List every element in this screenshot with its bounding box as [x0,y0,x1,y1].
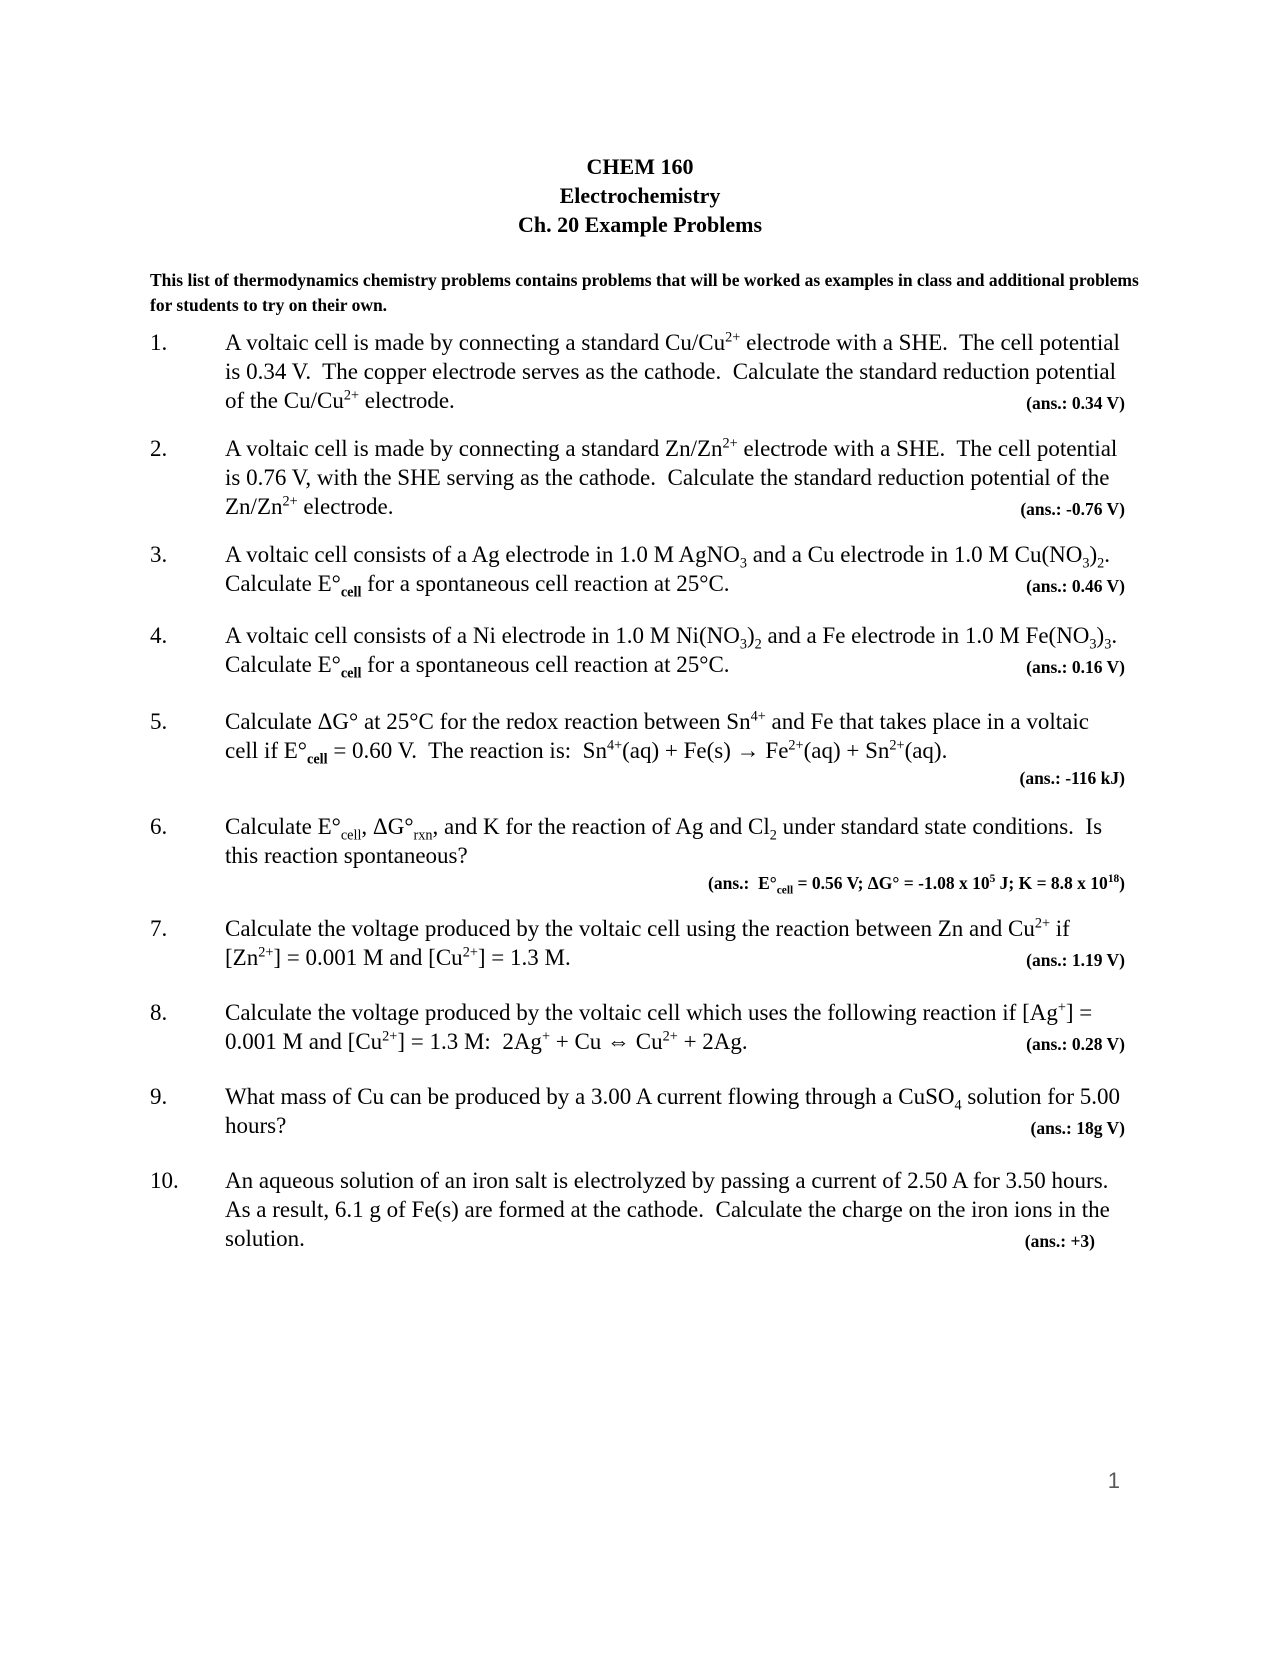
problem-text: A voltaic cell consists of a Ni electrode in 1.0 M $Ni(NO_3)_2$ and a Fe electrode in 1.0 M $Fe(NO_3)_3$. Calculate $E^\circ_{cell}$ for a spontaneous cell reaction at 25°C. (ans.: 0.16 V) [225,623,1125,682]
problem-number: 4. [150,623,168,648]
problem-7 [150,914,1125,975]
problem-number: 9. [150,1084,168,1109]
problem-answer: (ans.: $E^\circ_{cell} = 0.56$ V; ΔG° = -1.08 x $10^5$ J; K = 8.8 x $10^{18}$) [708,873,1125,897]
problem-number: 5. [150,709,168,734]
problem-number: 10. [150,1168,179,1193]
chapter-title: Ch. 20 Example Problems [517,212,763,237]
problem-answer: (ans.: 0.16 V) [1026,657,1125,677]
problem-text: What mass of Cu can be produced by a 3.00 A current flowing through a CuSO$_4$ solution for 5.00 hours? (ans.: 18g V) [225,1082,1125,1140]
problem-answer: (ans.: -0.76 V) [1020,499,1125,519]
problem-answer: (ans.: 1.19 V) [1026,950,1125,970]
problem-answer: (ans.: 0.34 V) [1026,393,1125,413]
problem-text: A voltaic cell is made by connecting a standard $Cu/Cu^{2+}$ electrode with a SHE. The cell potential is 0.34 V. The copper electrode serves as the cathode. Calculate the standard reduction potential of the $Cu/Cu^{2+}$ electrode. (ans.: 0.34 V) [225,328,1125,415]
problem-text: Calculate $E^\circ_{cell}$, $\Delta G^\circ_{rxn}$, and K for the reaction of Ag and $Cl_2$ under standard state conditions. Is this reaction spontaneous? [225,814,1103,868]
problem-text: A voltaic cell is made by connecting a standard $Zn/Zn^{2+}$ electrode with a SHE. The cell potential is 0.76 V, with the SHE serving as the cathode. Calculate the standard reduction potential of the $Zn/Zn^{2+}$ electrode. (ans.: -0.76 V) [225,434,1125,521]
problem-2 [150,434,1125,524]
intro-paragraph: This list of thermodynamics chemistry problems contains problems that will be worked as examples in class and additional problems for students to try on their own. [150,270,1139,315]
topic-title: Electrochemistry [559,183,721,208]
problem-number: 2. [150,436,168,461]
problem-number: 3. [150,542,168,567]
problem-5 [150,707,1125,791]
problem-number: 6. [150,814,168,839]
problem-answer: (ans.: +3) [1024,1231,1095,1251]
problem-text: An aqueous solution of an iron salt is electrolyzed by passing a current of 2.50 A for 3.50 hours. As a result, 6.1 g of Fe(s) are formed at the cathode. Calculate the charge on the iron ions in the solution. (ans.: +3) [225,1166,1125,1253]
document-header [0,152,1280,239]
problem-answer: (ans.: 18g V) [1030,1118,1125,1138]
problem-number: 1. [150,330,168,355]
problem-text: Calculate ΔG° at 25°C for the redox reaction between $Sn^{4+}$ and Fe that takes place in a voltaic cell if $E^\circ_{cell} = 0.60$ V. The reaction is: $Sn^{4+}(aq) + Fe(s) \to Fe^{2+}(aq) + Sn^{2+}(aq)$. [225,708,1089,768]
course-title: CHEM 160 [586,154,694,179]
problem-text: Calculate the voltage produced by the voltaic cell using the reaction between Zn and $Cu^{2+}$ if $[Zn^{2+}] = 0.001$ M and $[Cu^{2+}] = 1.3$ M. (ans.: 1.19 V) [225,914,1125,972]
problem-4 [150,621,1125,682]
problem-8 [150,998,1125,1059]
problem-10 [150,1166,1125,1256]
problem-text: A voltaic cell consists of a Ag electrode in 1.0 M AgNO$_3$ and a Cu electrode in 1.0 M $Cu(NO_3)_2$. Calculate $E^\circ_{cell}$ for a spontaneous cell reaction at 25°C. (ans.: 0.46 V) [225,542,1125,601]
problem-number: 7. [150,916,168,941]
problem-text: Calculate the voltage produced by the voltaic cell which uses the following reaction if [Ag+] = 0.001 M and $[Cu^{2+}] = 1.3$ M: 2Ag+ + Cu ⇔ $Cu^{2+} + 2Ag$. (ans.: 0.28 V) [225,998,1125,1056]
problem-6 [150,812,1125,896]
page-number: 1 [1107,1468,1120,1493]
problem-1 [150,328,1125,418]
problem-9 [150,1082,1125,1143]
problem-answer: (ans.: 0.46 V) [1026,576,1125,596]
problem-answer: (ans.: 0.28 V) [1026,1034,1125,1054]
problem-3 [150,540,1125,601]
problem-answer: (ans.: -116 kJ) [1019,768,1125,788]
problem-number: 8. [150,1000,168,1025]
